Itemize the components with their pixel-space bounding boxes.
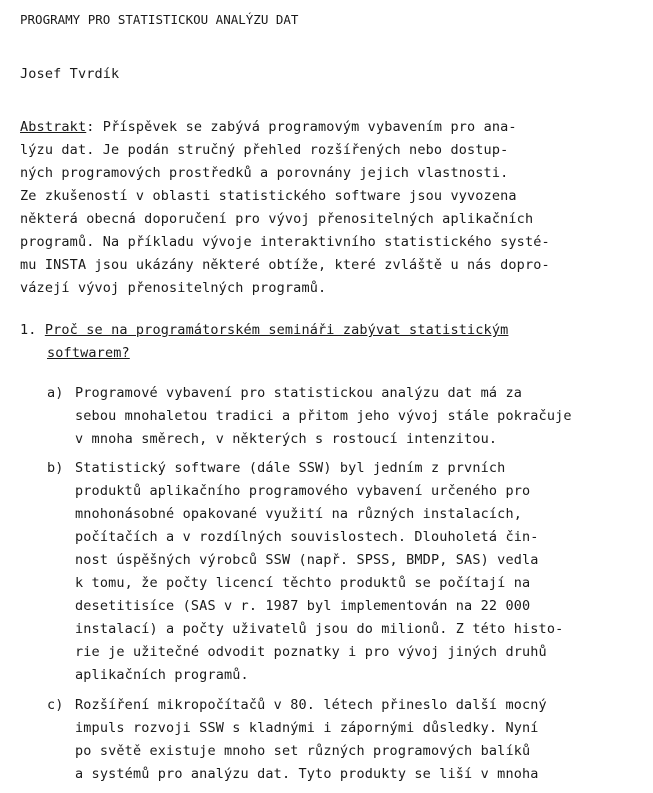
- item-c-line: a systémů pro analýzu dat. Tyto produkty se liší v mnoha: [75, 766, 539, 782]
- item-c-line: po světě existuje mnoho set různých programových balíků: [75, 743, 531, 759]
- item-b-line: mnohonásobné opakované využití na různých instalacích,: [75, 506, 522, 522]
- item-b-letter: b): [47, 460, 64, 476]
- item-a-line: v mnoha směrech, v některých s rostoucí intenzitou.: [75, 431, 498, 447]
- abstract-line: některá obecná doporučení pro vývoj přenositelných aplikačních: [20, 211, 534, 227]
- section-heading-cont: softwarem?: [47, 345, 130, 361]
- item-c-line: Rozšíření mikropočítačů v 80. létech přineslo další mocný: [75, 697, 547, 713]
- abstract-line: vázejí vývoj přenositelných programů.: [20, 280, 327, 296]
- item-a-letter: a): [47, 385, 64, 401]
- author-name: Josef Tvrdík: [20, 66, 120, 82]
- item-b-line: aplikačních programů.: [75, 667, 249, 683]
- item-b-line: desetitisíce (SAS v r. 1987 byl implementován na 22 000: [75, 598, 531, 614]
- item-b-line: rie je užitečné odvodit poznatky i pro vývoj jiných druhů: [75, 644, 547, 660]
- abstract-first-line: [20, 119, 517, 135]
- section-heading-text: Proč se na programátorském semináři zabývat statistickým: [44, 322, 509, 338]
- item-b-line: Statistický software (dále SSW) byl jedním z prvních: [75, 460, 506, 476]
- section-number: 1.: [20, 322, 37, 338]
- abstract-line-0: : Příspěvek se zabývá programovým vybavením pro ana-: [86, 119, 517, 135]
- item-b-line: nost úspěšných výrobců SSW (např. SPSS, BMDP, SAS) vedla: [75, 552, 539, 568]
- abstract-line: lýzu dat. Je podán stručný přehled rozšířených nebo dostup-: [20, 142, 509, 158]
- item-a-line: sebou mnohaletou tradici a přitom jeho vývoj stále pokračuje: [75, 408, 572, 424]
- abstract-line: programů. Na příkladu vývoje interaktivního statistického systé-: [20, 234, 550, 250]
- item-b-line: instalací) a počty uživatelů jsou do milionů. Z této histo-: [75, 621, 564, 637]
- document-title: PROGRAMY PRO STATISTICKOU ANALÝZU DAT: [20, 12, 299, 27]
- abstract-label: Abstrakt: [20, 119, 87, 135]
- item-b-line: produktů aplikačního programového vybavení určeného pro: [75, 483, 531, 499]
- item-c-line: impuls rozvoji SSW s kladnými i zápornými důsledky. Nyní: [75, 720, 539, 736]
- abstract-line: ných programových prostředků a porovnány jejich vlastnosti.: [20, 165, 509, 181]
- section-heading: [20, 322, 508, 338]
- item-b-line: k tomu, že počty licencí těchto produktů se počítají na: [75, 575, 531, 591]
- item-c-letter: c): [47, 697, 64, 713]
- item-a-line: Programové vybavení pro statistickou analýzu dat má za: [75, 385, 522, 401]
- item-b-line: počítačích a v rozdílných souvislostech. Dlouholetá čin-: [75, 529, 539, 545]
- abstract-line: mu INSTA jsou ukázány některé obtíže, které zvláště u nás dopro-: [20, 257, 550, 273]
- abstract-line: Ze zkušeností v oblasti statistického software jsou vyvozena: [20, 188, 517, 204]
